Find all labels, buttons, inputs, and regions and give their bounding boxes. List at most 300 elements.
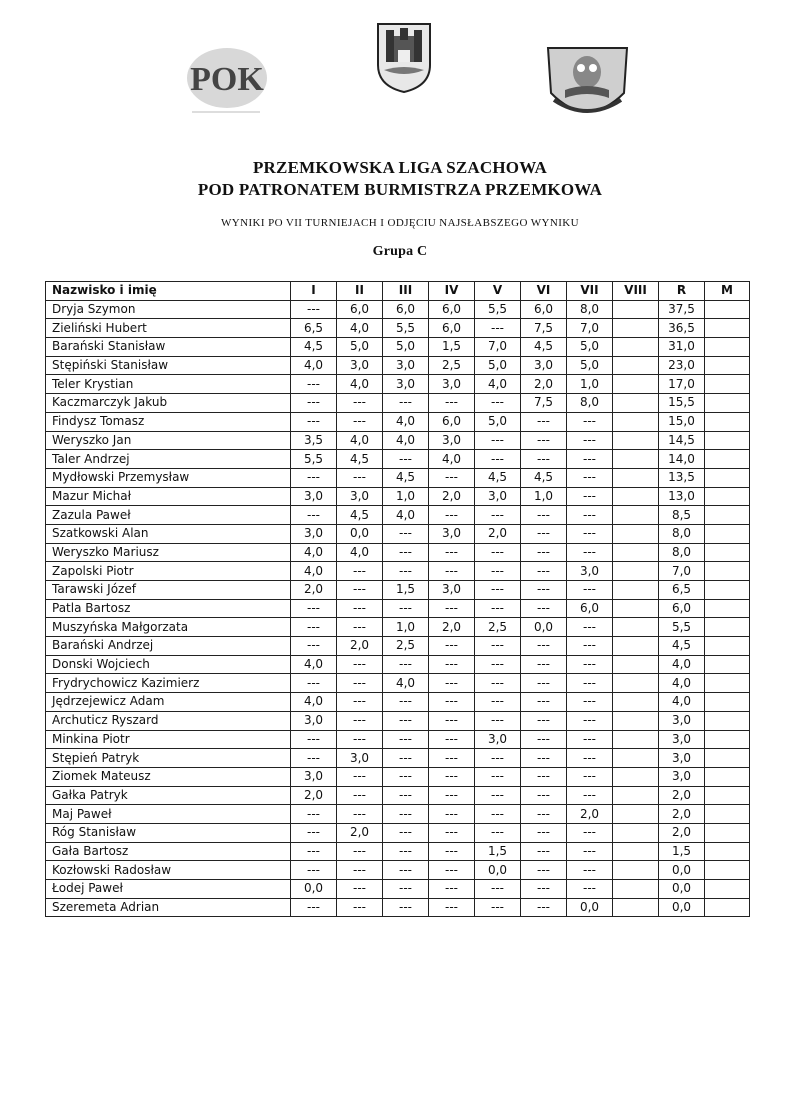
table-row <box>46 412 750 431</box>
tournament-score: 6,0 <box>429 412 475 431</box>
tournament-score: 0,0 <box>475 861 521 880</box>
tournament-score: 4,0 <box>383 506 429 525</box>
tournament-score <box>613 338 659 357</box>
tournament-score: --- <box>291 674 337 693</box>
tournament-score: --- <box>383 524 429 543</box>
tournament-score: --- <box>383 861 429 880</box>
tournament-score: --- <box>521 693 567 712</box>
tournament-score: --- <box>475 674 521 693</box>
tournament-score: --- <box>291 842 337 861</box>
results-subtitle: WYNIKI PO VII TURNIEJACH I ODJĘCIU NAJSŁABSZEGO WYNIKU <box>220 217 579 229</box>
tournament-score: --- <box>337 730 383 749</box>
coat-of-arms-icon <box>374 20 434 95</box>
table-row <box>46 468 750 487</box>
player-name: Donski Wojciech <box>46 655 291 674</box>
tournament-score: 2,0 <box>291 786 337 805</box>
player-name: Archuticz Ryszard <box>46 711 291 730</box>
place-cell <box>705 805 750 824</box>
table-row <box>46 786 750 805</box>
tournament-score: --- <box>429 599 475 618</box>
table-row <box>46 319 750 338</box>
tournament-score: 4,5 <box>291 338 337 357</box>
tournament-score <box>613 581 659 600</box>
tournament-score <box>613 805 659 824</box>
tournament-score: --- <box>567 468 613 487</box>
place-cell <box>705 767 750 786</box>
tournament-score: --- <box>521 842 567 861</box>
tournament-score: 4,0 <box>291 655 337 674</box>
tournament-score <box>613 861 659 880</box>
tournament-score: --- <box>383 786 429 805</box>
tournament-score: --- <box>567 655 613 674</box>
place-cell <box>705 786 750 805</box>
tournament-score: --- <box>429 786 475 805</box>
total-score: 8,0 <box>659 543 705 562</box>
tournament-score: 6,0 <box>567 599 613 618</box>
tournament-score: --- <box>383 749 429 768</box>
total-score: 2,0 <box>659 805 705 824</box>
tournament-score: --- <box>567 618 613 637</box>
table-row <box>46 487 750 506</box>
tournament-score <box>613 468 659 487</box>
tournament-score: 2,0 <box>567 805 613 824</box>
tournament-score: 4,5 <box>337 506 383 525</box>
tournament-score: 4,0 <box>337 543 383 562</box>
tournament-score <box>613 356 659 375</box>
tournament-score: --- <box>291 637 337 656</box>
table-row <box>46 338 750 357</box>
tournament-score: --- <box>383 599 429 618</box>
place-cell <box>705 655 750 674</box>
tournament-score: 6,0 <box>429 319 475 338</box>
tournament-score: --- <box>567 506 613 525</box>
tournament-score: 6,0 <box>383 300 429 319</box>
tournament-score: --- <box>475 898 521 917</box>
tournament-score: --- <box>337 786 383 805</box>
tournament-score: --- <box>383 805 429 824</box>
table-row <box>46 749 750 768</box>
tournament-score: 6,5 <box>291 319 337 338</box>
place-cell <box>705 300 750 319</box>
tournament-score: --- <box>291 861 337 880</box>
tournament-score <box>613 618 659 637</box>
tournament-score: 4,0 <box>383 431 429 450</box>
tournament-score: --- <box>475 786 521 805</box>
tournament-score: --- <box>429 693 475 712</box>
column-header: M <box>705 282 750 301</box>
column-header: V <box>475 282 521 301</box>
tournament-score: --- <box>475 394 521 413</box>
tournament-score: --- <box>521 599 567 618</box>
tournament-score: --- <box>383 880 429 899</box>
player-name: Kozłowski Radosław <box>46 861 291 880</box>
table-row <box>46 524 750 543</box>
tournament-score: 6,0 <box>337 300 383 319</box>
tournament-score: --- <box>291 599 337 618</box>
tournament-score: 5,0 <box>475 356 521 375</box>
tournament-score: 1,5 <box>383 581 429 600</box>
tournament-score: --- <box>521 412 567 431</box>
player-name: Stępiński Stanisław <box>46 356 291 375</box>
place-cell <box>705 898 750 917</box>
table-row <box>46 730 750 749</box>
tournament-score: 5,0 <box>383 338 429 357</box>
tournament-score: 2,0 <box>475 524 521 543</box>
tournament-score <box>613 412 659 431</box>
tournament-score: --- <box>475 805 521 824</box>
tournament-score: --- <box>475 450 521 469</box>
player-name: Łodej Paweł <box>46 880 291 899</box>
tournament-score: --- <box>337 674 383 693</box>
tournament-score <box>613 880 659 899</box>
tournament-score: 4,0 <box>475 375 521 394</box>
table-row <box>46 711 750 730</box>
tournament-score: --- <box>567 786 613 805</box>
tournament-score: 4,0 <box>429 450 475 469</box>
tournament-score: --- <box>429 880 475 899</box>
place-cell <box>705 319 750 338</box>
place-cell <box>705 468 750 487</box>
tournament-score: --- <box>521 506 567 525</box>
total-score: 8,0 <box>659 524 705 543</box>
place-cell <box>705 842 750 861</box>
tournament-score: --- <box>475 562 521 581</box>
tournament-score: --- <box>475 767 521 786</box>
tournament-score: 4,5 <box>521 338 567 357</box>
tournament-score: --- <box>383 655 429 674</box>
tournament-score: 3,5 <box>291 431 337 450</box>
table-row <box>46 693 750 712</box>
player-name: Frydrychowicz Kazimierz <box>46 674 291 693</box>
column-header: IV <box>429 282 475 301</box>
tournament-score: --- <box>291 618 337 637</box>
table-row <box>46 805 750 824</box>
tournament-score: --- <box>521 823 567 842</box>
tournament-score: --- <box>291 730 337 749</box>
table-row <box>46 431 750 450</box>
total-score: 15,5 <box>659 394 705 413</box>
player-name: Maj Paweł <box>46 805 291 824</box>
tournament-score: 5,0 <box>475 412 521 431</box>
column-header-name: Nazwisko i imię <box>46 282 291 301</box>
tournament-score: --- <box>521 543 567 562</box>
player-name: Zieliński Hubert <box>46 319 291 338</box>
tournament-score: 6,0 <box>521 300 567 319</box>
tournament-score: --- <box>383 730 429 749</box>
tournament-score: 8,0 <box>567 300 613 319</box>
total-score: 23,0 <box>659 356 705 375</box>
tournament-score: 2,0 <box>429 487 475 506</box>
tournament-score: 5,0 <box>567 338 613 357</box>
place-cell <box>705 674 750 693</box>
total-score: 6,0 <box>659 599 705 618</box>
tournament-score: --- <box>567 880 613 899</box>
column-header: II <box>337 282 383 301</box>
tournament-score: --- <box>337 842 383 861</box>
tournament-score: 1,5 <box>475 842 521 861</box>
tournament-score: --- <box>475 749 521 768</box>
table-row <box>46 562 750 581</box>
tournament-score: --- <box>521 655 567 674</box>
total-score: 8,5 <box>659 506 705 525</box>
table-row <box>46 767 750 786</box>
tournament-score: 2,0 <box>337 637 383 656</box>
tournament-score: --- <box>429 823 475 842</box>
table-row <box>46 300 750 319</box>
place-cell <box>705 450 750 469</box>
player-name: Dryja Szymon <box>46 300 291 319</box>
tournament-score: --- <box>429 674 475 693</box>
tournament-score: 3,0 <box>429 524 475 543</box>
tournament-score: --- <box>567 450 613 469</box>
tournament-score: --- <box>567 543 613 562</box>
tournament-score: --- <box>383 823 429 842</box>
table-row <box>46 898 750 917</box>
tournament-score <box>613 693 659 712</box>
tournament-score: 3,0 <box>475 730 521 749</box>
total-score: 1,5 <box>659 842 705 861</box>
table-row <box>46 581 750 600</box>
table-row <box>46 394 750 413</box>
place-cell <box>705 823 750 842</box>
total-score: 3,0 <box>659 730 705 749</box>
tournament-score: 4,0 <box>291 356 337 375</box>
place-cell <box>705 711 750 730</box>
total-score: 0,0 <box>659 861 705 880</box>
tournament-score: --- <box>567 487 613 506</box>
place-cell <box>705 487 750 506</box>
column-header: R <box>659 282 705 301</box>
total-score: 13,5 <box>659 468 705 487</box>
tournament-score: 3,0 <box>429 431 475 450</box>
tournament-score: --- <box>521 524 567 543</box>
tournament-score: --- <box>475 880 521 899</box>
tournament-score <box>613 599 659 618</box>
tournament-score <box>613 450 659 469</box>
place-cell <box>705 524 750 543</box>
total-score: 3,0 <box>659 711 705 730</box>
player-name: Weryszko Mariusz <box>46 543 291 562</box>
tournament-score: --- <box>429 842 475 861</box>
results-body <box>46 300 750 917</box>
place-cell <box>705 730 750 749</box>
tournament-score: 4,0 <box>337 319 383 338</box>
player-name: Findysz Tomasz <box>46 412 291 431</box>
player-name: Taler Andrzej <box>46 450 291 469</box>
group-label: Grupa C <box>372 244 428 259</box>
tournament-score: --- <box>383 711 429 730</box>
tournament-score <box>613 637 659 656</box>
tournament-score: 4,0 <box>291 693 337 712</box>
tournament-score: 6,0 <box>429 300 475 319</box>
tournament-score: --- <box>429 805 475 824</box>
tournament-score: 5,0 <box>567 356 613 375</box>
tournament-score: --- <box>337 394 383 413</box>
table-row <box>46 880 750 899</box>
tournament-score: 3,0 <box>429 375 475 394</box>
tournament-score: --- <box>383 693 429 712</box>
player-name: Muszyńska Małgorzata <box>46 618 291 637</box>
tournament-score <box>613 506 659 525</box>
tournament-score: --- <box>475 506 521 525</box>
place-cell <box>705 693 750 712</box>
place-cell <box>705 356 750 375</box>
tournament-score: --- <box>475 581 521 600</box>
tournament-score: 3,0 <box>337 356 383 375</box>
place-cell <box>705 880 750 899</box>
tournament-score: --- <box>521 786 567 805</box>
tournament-score: --- <box>521 711 567 730</box>
tournament-score: 5,5 <box>383 319 429 338</box>
tournament-score: --- <box>521 637 567 656</box>
tournament-score: --- <box>521 880 567 899</box>
tournament-score: 7,0 <box>567 319 613 338</box>
total-score: 0,0 <box>659 880 705 899</box>
tournament-score: 4,5 <box>383 468 429 487</box>
total-score: 3,0 <box>659 749 705 768</box>
tournament-score: 3,0 <box>291 767 337 786</box>
tournament-score: 4,5 <box>475 468 521 487</box>
tournament-score: --- <box>429 637 475 656</box>
tournament-score: --- <box>429 861 475 880</box>
tournament-score: 2,5 <box>475 618 521 637</box>
tournament-score: 1,0 <box>521 487 567 506</box>
player-name: Ziomek Mateusz <box>46 767 291 786</box>
tournament-score: --- <box>521 898 567 917</box>
total-score: 14,0 <box>659 450 705 469</box>
tournament-score: --- <box>475 637 521 656</box>
player-name: Zapolski Piotr <box>46 562 291 581</box>
tournament-score: 7,5 <box>521 394 567 413</box>
table-row <box>46 618 750 637</box>
tournament-score: 3,0 <box>291 711 337 730</box>
total-score: 31,0 <box>659 338 705 357</box>
tournament-score <box>613 898 659 917</box>
tournament-score: --- <box>291 394 337 413</box>
place-cell <box>705 599 750 618</box>
tournament-score: --- <box>521 730 567 749</box>
header-row <box>46 282 750 301</box>
place-cell <box>705 431 750 450</box>
tournament-score: --- <box>429 711 475 730</box>
tournament-score: --- <box>383 562 429 581</box>
tournament-score: 0,0 <box>567 898 613 917</box>
table-row <box>46 450 750 469</box>
tournament-score: --- <box>337 599 383 618</box>
tournament-score <box>613 786 659 805</box>
tournament-score: 0,0 <box>291 880 337 899</box>
table-row <box>46 655 750 674</box>
tournament-score: --- <box>337 711 383 730</box>
tournament-score: --- <box>521 749 567 768</box>
tournament-score: --- <box>521 767 567 786</box>
tournament-score: --- <box>337 618 383 637</box>
table-row <box>46 861 750 880</box>
tournament-score: 1,0 <box>567 375 613 394</box>
tournament-score: --- <box>567 431 613 450</box>
total-score: 3,0 <box>659 767 705 786</box>
table-row <box>46 842 750 861</box>
tournament-score <box>613 319 659 338</box>
tournament-score <box>613 524 659 543</box>
place-cell <box>705 412 750 431</box>
tournament-score: --- <box>567 674 613 693</box>
tournament-score: --- <box>337 655 383 674</box>
tournament-score: --- <box>429 394 475 413</box>
tournament-score <box>613 562 659 581</box>
tournament-score: 5,5 <box>291 450 337 469</box>
tournament-score: --- <box>291 805 337 824</box>
tournament-score <box>613 655 659 674</box>
tournament-score: --- <box>383 450 429 469</box>
tournament-score: --- <box>567 767 613 786</box>
tournament-score: --- <box>337 468 383 487</box>
tournament-score: --- <box>567 581 613 600</box>
player-name: Minkina Piotr <box>46 730 291 749</box>
tournament-score: 5,0 <box>337 338 383 357</box>
results-table <box>45 281 750 917</box>
total-score: 13,0 <box>659 487 705 506</box>
player-name: Stępień Patryk <box>46 749 291 768</box>
player-name: Róg Stanisław <box>46 823 291 842</box>
tournament-score <box>613 842 659 861</box>
tournament-score <box>613 543 659 562</box>
tournament-score: 3,0 <box>291 487 337 506</box>
tournament-score: --- <box>383 767 429 786</box>
player-name: Teler Krystian <box>46 375 291 394</box>
pok-logo <box>180 40 275 120</box>
total-score: 17,0 <box>659 375 705 394</box>
tournament-score: 2,5 <box>383 637 429 656</box>
player-name: Gała Bartosz <box>46 842 291 861</box>
column-header: VII <box>567 282 613 301</box>
tournament-score: --- <box>291 506 337 525</box>
place-cell <box>705 749 750 768</box>
total-score: 7,0 <box>659 562 705 581</box>
tournament-score: 3,0 <box>383 356 429 375</box>
column-header: VI <box>521 282 567 301</box>
tournament-score: --- <box>291 823 337 842</box>
table-row <box>46 543 750 562</box>
tournament-score: --- <box>521 674 567 693</box>
player-name: Kaczmarczyk Jakub <box>46 394 291 413</box>
tournament-score: 3,0 <box>383 375 429 394</box>
tournament-score: 7,0 <box>475 338 521 357</box>
place-cell <box>705 543 750 562</box>
total-score: 6,5 <box>659 581 705 600</box>
total-score: 37,5 <box>659 300 705 319</box>
total-score: 2,0 <box>659 786 705 805</box>
tournament-score: --- <box>429 898 475 917</box>
tournament-score: --- <box>521 562 567 581</box>
tournament-score <box>613 375 659 394</box>
player-name: Jędrzejewicz Adam <box>46 693 291 712</box>
column-header: I <box>291 282 337 301</box>
tournament-score: --- <box>337 562 383 581</box>
tournament-score: --- <box>337 412 383 431</box>
total-score: 36,5 <box>659 319 705 338</box>
tournament-score: --- <box>567 711 613 730</box>
tournament-score: --- <box>521 431 567 450</box>
tournament-score: --- <box>429 562 475 581</box>
place-cell <box>705 637 750 656</box>
tournament-score: --- <box>429 655 475 674</box>
tournament-score: 5,5 <box>475 300 521 319</box>
total-score: 4,0 <box>659 655 705 674</box>
tournament-score: --- <box>383 394 429 413</box>
tournament-score <box>613 487 659 506</box>
tournament-score: --- <box>337 693 383 712</box>
